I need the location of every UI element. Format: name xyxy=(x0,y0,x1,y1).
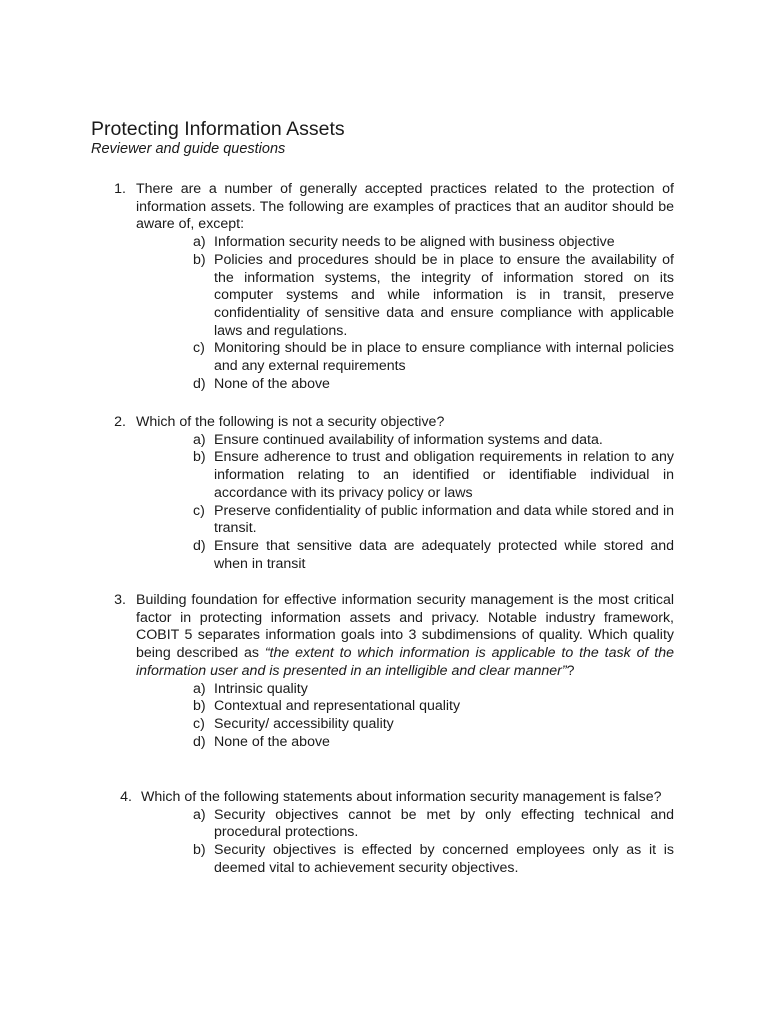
option-b xyxy=(108,698,674,716)
option-letter: b) xyxy=(193,251,206,268)
option-b xyxy=(108,842,674,877)
question-number: 4. xyxy=(120,789,132,805)
option-c xyxy=(108,503,674,538)
question-4 xyxy=(108,789,674,878)
document-title: Protecting Information Assets xyxy=(91,118,345,140)
option-text: Preserve confidentiality of public information and data while stored and in transit. xyxy=(214,502,674,537)
option-letter: a) xyxy=(193,234,206,251)
question-number: 2. xyxy=(114,414,126,430)
option-text: Policies and procedures should be in place to ensure the availability of the information systems, the integrity of information stored on its computer systems and while information is in transit, preserve confidentiality of sensitive data and ensure compliance with applicable laws and regulations. xyxy=(214,251,674,339)
option-b xyxy=(108,449,674,502)
question-number: 1. xyxy=(114,181,126,197)
option-list xyxy=(108,807,674,878)
option-text: None of the above xyxy=(214,375,330,392)
question-text-end: ? xyxy=(566,662,575,679)
question-text: Building foundation for effective information security management is the most critical factor in protecting information assets and privacy. Notable industry framework, COBIT 5 separates information goals into 3 subdimensions of quality. Which quality being described as xyxy=(136,592,674,662)
document-subtitle: Reviewer and guide questions xyxy=(91,141,286,157)
option-d xyxy=(108,734,674,752)
question-1 xyxy=(108,181,674,393)
question-text: Which of the following is not a security objective? xyxy=(136,414,445,430)
option-text: Ensure continued availability of information systems and data. xyxy=(214,431,603,448)
option-text: Information security needs to be aligned with business objective xyxy=(214,234,615,251)
option-text: Security objectives is effected by concerned employees only as it is deemed vital to achievement security objectives. xyxy=(214,842,674,876)
option-letter: c) xyxy=(193,502,205,519)
option-letter: b) xyxy=(193,449,206,466)
question-stem xyxy=(108,181,674,234)
option-letter: b) xyxy=(193,698,206,715)
option-c xyxy=(108,340,674,375)
option-c xyxy=(108,716,674,734)
question-stem xyxy=(108,789,674,807)
question-stem xyxy=(108,592,674,681)
question-2 xyxy=(108,414,674,573)
question-3 xyxy=(108,592,674,751)
option-list xyxy=(108,432,674,574)
option-a xyxy=(108,432,674,450)
question-text: There are a number of generally accepted practices related to the protection of information assets. The following are examples of practices that an auditor should be aware of, except: xyxy=(136,181,674,233)
option-text: Monitoring should be in place to ensure compliance with internal policies and any external requirements xyxy=(214,340,674,375)
option-letter: b) xyxy=(193,842,206,859)
option-list xyxy=(108,234,674,393)
option-d xyxy=(108,376,674,394)
option-text: Ensure adherence to trust and obligation requirements in relation to any information relating to an identified or identifiable individual in accordance with its privacy policy or laws xyxy=(214,449,674,501)
option-letter: a) xyxy=(193,680,206,697)
option-text: Ensure that sensitive data are adequately protected while stored and when in transit xyxy=(214,537,674,572)
option-b xyxy=(108,252,674,341)
question-text: Which of the following statements about information security management is false? xyxy=(141,789,662,805)
option-text: None of the above xyxy=(214,733,330,750)
option-text: Intrinsic quality xyxy=(214,680,308,697)
option-text: Security/ accessibility quality xyxy=(214,715,394,732)
option-letter: c) xyxy=(193,340,205,357)
option-a xyxy=(108,807,674,842)
option-letter: c) xyxy=(193,715,205,732)
option-list xyxy=(108,681,674,752)
option-letter: a) xyxy=(193,806,206,823)
option-letter: d) xyxy=(193,375,206,392)
option-a xyxy=(108,681,674,699)
question-quote: “the extent to which information is applicable to the task of the information user and is presented in an intelligible and clear manner” xyxy=(136,645,674,679)
option-a xyxy=(108,234,674,252)
question-stem xyxy=(108,414,674,432)
option-letter: a) xyxy=(193,431,206,448)
option-text: Contextual and representational quality xyxy=(214,698,461,715)
option-letter: d) xyxy=(193,537,206,554)
option-d xyxy=(108,538,674,573)
option-text: Security objectives cannot be met by only effecting technical and procedural protections. xyxy=(214,806,674,841)
question-number: 3. xyxy=(114,592,126,608)
option-letter: d) xyxy=(193,733,206,750)
